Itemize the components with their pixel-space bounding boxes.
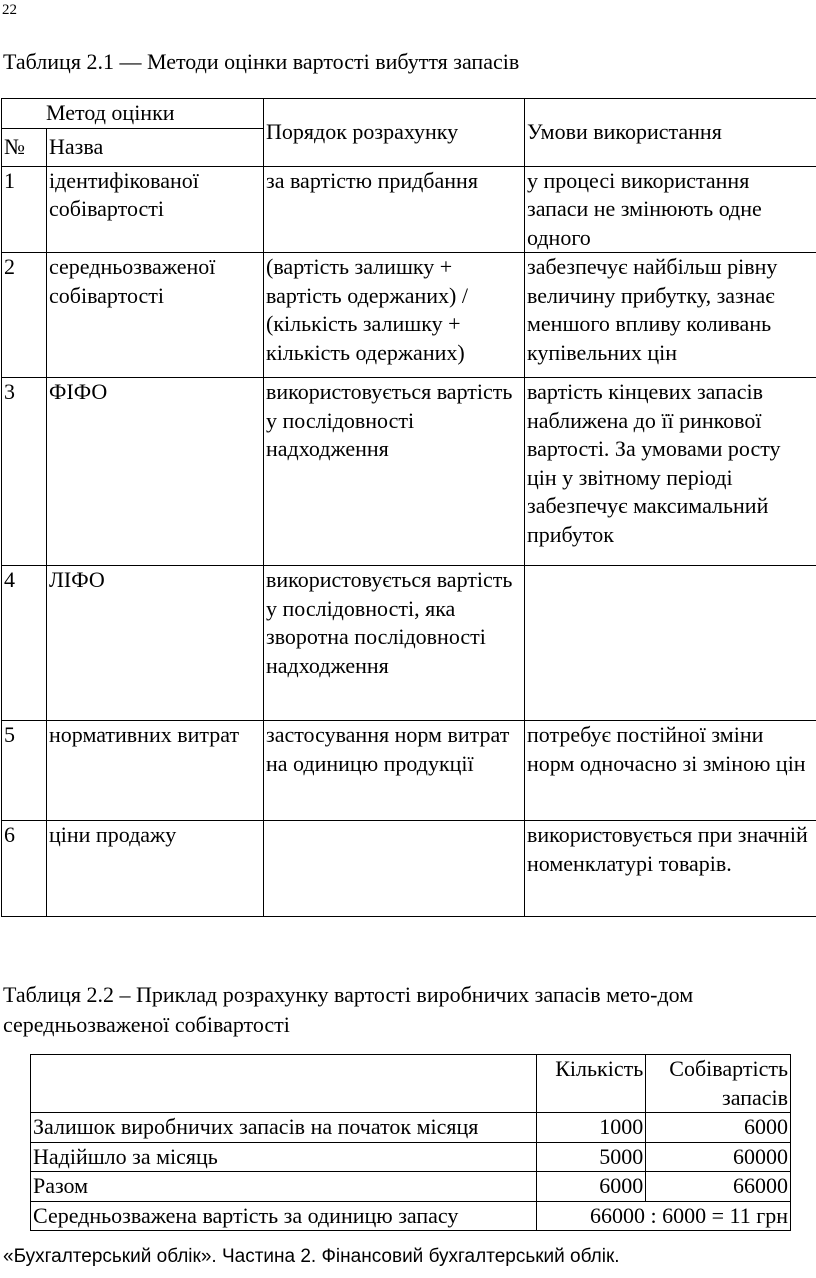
- row-label: Надійшло за місяць: [31, 1142, 537, 1172]
- method-name: ціни продажу: [47, 821, 264, 917]
- calc-procedure: використовується вартість у послідовності надходження: [264, 378, 525, 566]
- row-number: 2: [2, 253, 47, 378]
- table-row: [31, 1142, 791, 1172]
- method-header: Метод оцінки: [2, 99, 264, 129]
- calc-procedure: [264, 821, 525, 917]
- row-label: Середньозважена вартість за одиницю запасу: [31, 1201, 537, 1231]
- usage-conditions: [525, 566, 816, 721]
- method-name: ЛІФО: [47, 566, 264, 721]
- page-footer: «Бухгалтерський облік». Частина 2. Фінансовий бухгалтерський облік.: [3, 1246, 620, 1267]
- row-number: 1: [2, 166, 47, 253]
- row-label: Разом: [31, 1172, 537, 1202]
- method-name: ФІФО: [47, 378, 264, 566]
- cond-header: Умови використання: [525, 99, 816, 167]
- cost-cell: 66000: [646, 1172, 791, 1202]
- table-row: [2, 721, 816, 821]
- method-name: ідентифікованої собівартості: [47, 166, 264, 253]
- usage-conditions: використовується при значній номенклатурі товарів.: [525, 821, 816, 917]
- row-number: 5: [2, 721, 47, 821]
- no-header: №: [2, 128, 47, 166]
- method-name: нормативних витрат: [47, 721, 264, 821]
- blank-header: [31, 1055, 537, 1113]
- row-number: 4: [2, 566, 47, 721]
- quantity-cell: 1000: [536, 1113, 646, 1143]
- calc-procedure: за вартістю придбання: [264, 166, 525, 253]
- valuation-methods-table: [1, 98, 816, 917]
- cost-cell: 6000: [646, 1113, 791, 1143]
- table-row: [31, 1201, 791, 1231]
- cost-cell: 60000: [646, 1142, 791, 1172]
- calc-header: Порядок розрахунку: [264, 99, 525, 167]
- quantity-header: Кількість: [536, 1055, 646, 1113]
- calc-procedure: застосування норм витрат на одиницю продукції: [264, 721, 525, 821]
- table-row: [2, 378, 816, 566]
- method-name: середньозваженої собівартості: [47, 253, 264, 378]
- row-number: 3: [2, 378, 47, 566]
- quantity-cell: 6000: [536, 1172, 646, 1202]
- table-row: [2, 566, 816, 721]
- table-row: [31, 1172, 791, 1202]
- quantity-cell: 5000: [536, 1142, 646, 1172]
- page-number: 22: [2, 2, 17, 18]
- cost-header: Собівартість запасів: [646, 1055, 791, 1113]
- calc-procedure: (вартість залишку + вартість одержаних) / (кількість залишку + кількість одержаних): [264, 253, 525, 378]
- calc-procedure: використовується вартість у послідовності, яка зворотна послідовності надходження: [264, 566, 525, 721]
- table-row: [31, 1113, 791, 1143]
- table1-caption: Таблиця 2.1 — Методи оцінки вартості вибуття запасів: [3, 49, 520, 74]
- row-label: Залишок виробничих запасів на початок місяця: [31, 1113, 537, 1143]
- usage-conditions: у процесі використання запаси не змінюють одне одного: [525, 166, 816, 253]
- table-row: [2, 253, 816, 378]
- usage-conditions: забезпечує найбільш рівну величину прибутку, зазнає меншого впливу коливань купівельних цін: [525, 253, 816, 378]
- table-row: [2, 821, 816, 917]
- table2-caption: Таблиця 2.2 – Приклад розрахунку вартості виробничих запасів мето-дом середньозваженої собівартості: [3, 982, 694, 1037]
- table-row: [2, 166, 816, 253]
- weighted-average-example-table: [30, 1054, 791, 1231]
- usage-conditions: потребує постійної зміни норм одночасно зі зміною цін: [525, 721, 816, 821]
- usage-conditions: вартість кінцевих запасів наближена до її ринкової вартості. За умовами росту цін у звітному періоді забезпечує максимальний прибуток: [525, 378, 816, 566]
- unit-cost-cell: 66000 : 6000 = 11 грн: [536, 1201, 791, 1231]
- name-header: Назва: [47, 128, 264, 166]
- row-number: 6: [2, 821, 47, 917]
